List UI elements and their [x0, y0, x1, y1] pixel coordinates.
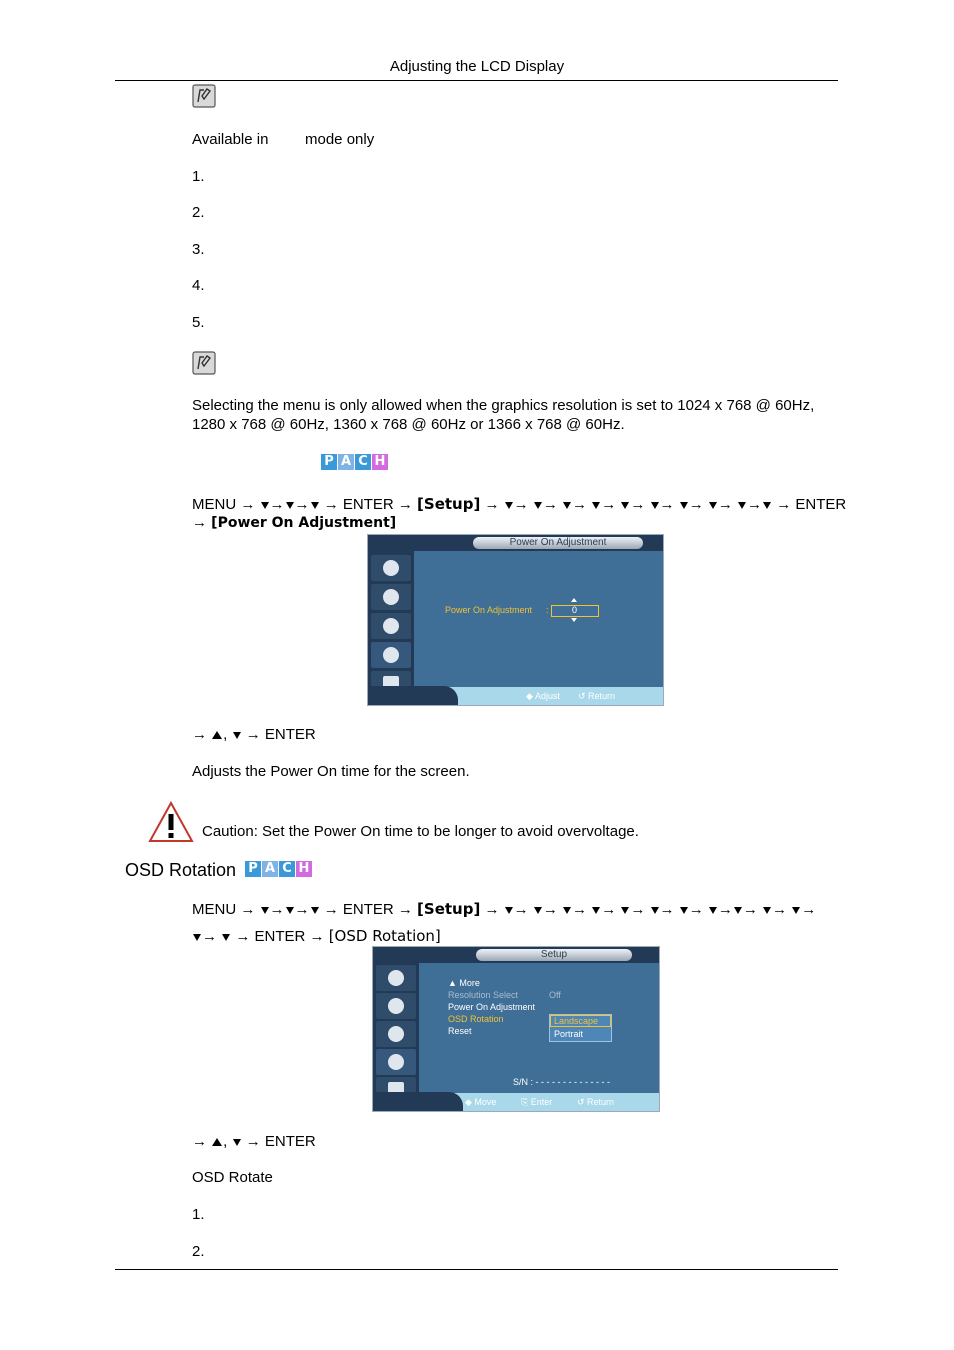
osd-item-reset: Reset [448, 1026, 472, 1036]
list-item: 5. [192, 314, 205, 331]
osd-tile-sound [371, 584, 411, 610]
osd-colon: : [546, 605, 549, 615]
down-arrow-icon [563, 502, 571, 509]
osd-sidebar [373, 963, 419, 1099]
badge-letter: H [372, 454, 388, 470]
down-arrow-icon [763, 502, 771, 509]
badge-letter: P [245, 861, 261, 877]
input-icon [388, 1026, 404, 1042]
picture-icon [388, 970, 404, 986]
down-arrow-icon [286, 907, 294, 914]
osd-hint-return: ↺ Return [577, 1097, 615, 1107]
list-item: 2. [192, 204, 205, 221]
note-icon [192, 84, 216, 108]
down-arrow-icon [261, 907, 269, 914]
power-on-bracket: [Power On Adjustment] [211, 515, 397, 531]
down-arrow-icon [792, 907, 800, 914]
osd-hint-adjust: ◆ Adjust [526, 691, 560, 701]
osd-title: Setup [476, 949, 632, 961]
osd-footer [368, 687, 663, 705]
osd-hint-enter: ⎘ Enter [521, 1097, 553, 1107]
pach-badge [245, 861, 313, 877]
more-label: More [459, 978, 480, 988]
resolution-note-line1: Selecting the menu is only allowed when the graphics resolution is set to 1024 x 768 @ 60Hz, [192, 397, 815, 414]
down-arrow-icon [680, 502, 688, 509]
input-icon [383, 618, 399, 634]
picture-icon [383, 560, 399, 576]
available-text-b: mode only [305, 131, 375, 148]
select-prefix: → [192, 726, 207, 743]
osd-rotation-select-instruction [192, 1133, 316, 1151]
osd-tile-input [371, 613, 411, 639]
resolution-note-line2: 1280 x 768 @ 60Hz, 1360 x 768 @ 60Hz or 1366 x 768 @ 60Hz. [192, 416, 625, 433]
osd-footer-curve [373, 1092, 463, 1111]
power-on-description: Adjusts the Power On time for the screen. [192, 763, 470, 780]
power-on-nav-path-2 [192, 514, 396, 532]
down-arrow-icon [233, 732, 241, 739]
up-arrow-icon [212, 1138, 222, 1146]
power-on-nav-path: MENU → → → → ENTER → [Setup] → → → → → → → → → → → ENTER [192, 495, 847, 513]
osd-footer-curve [368, 686, 458, 705]
osd-tile-sound [376, 993, 416, 1019]
badge-letter: A [262, 861, 278, 877]
osd-item-power-on: Power On Adjustment [448, 1002, 536, 1012]
down-arrow-icon [651, 502, 659, 509]
nav-enter: → ENTER → [323, 496, 413, 513]
osd-serial-number: S/N : - - - - - - - - - - - - - - [513, 1077, 610, 1087]
down-arrow-icon [680, 907, 688, 914]
osd-tile-picture [371, 555, 411, 581]
osd-value: 0 [572, 605, 578, 615]
osd-tile-setup [371, 642, 411, 668]
down-arrow-icon [563, 907, 571, 914]
down-arrow-icon [621, 907, 629, 914]
nav-menu: MENU → [192, 496, 256, 513]
osd-resolution-value: Off [549, 990, 561, 1000]
select-sep: , [223, 1133, 228, 1150]
down-arrow-icon [534, 502, 542, 509]
osd-item-osd-rotation: OSD Rotation [448, 1014, 504, 1024]
osd-rotation-heading [125, 859, 236, 881]
down-arrow-icon [222, 934, 230, 941]
pach-badge [321, 454, 389, 470]
section-heading: OSD Rotation [125, 860, 237, 880]
nav-enter: → ENTER → [323, 901, 413, 918]
hint-enter-label: Enter [530, 1097, 553, 1107]
osd-item-resolution: Resolution Select [448, 990, 519, 1000]
down-arrow-icon [621, 502, 629, 509]
down-arrow-icon [311, 502, 319, 509]
down-arrow-icon [534, 907, 542, 914]
osd-footer [373, 1093, 659, 1111]
osd-title: Power On Adjustment [473, 537, 643, 549]
select-sep: , [223, 726, 228, 743]
osd-more-item: ▲ More [448, 978, 480, 988]
down-arrow-icon [505, 907, 513, 914]
osd-power-on-label: Power On Adjustment [445, 605, 533, 615]
setup-bracket: [Setup] [417, 495, 481, 513]
osd-rotation-dropdown [549, 1014, 612, 1042]
osd-option-landscape: Landscape [554, 1016, 599, 1026]
hint-return-label: Return [588, 691, 616, 701]
down-arrow-icon [709, 907, 717, 914]
select-prefix: → [192, 1133, 207, 1150]
setup-osd-screen [372, 946, 660, 1112]
osd-tile-setup [376, 1049, 416, 1075]
down-arrow-icon [709, 502, 717, 509]
caution-icon [147, 800, 195, 844]
nav-enter-final: → ENTER [776, 496, 847, 513]
gear-icon [383, 647, 399, 663]
osd-sidebar [368, 551, 414, 693]
down-arrow-icon [592, 907, 600, 914]
osd-tile-input [376, 1021, 416, 1047]
down-arrow-icon [738, 502, 746, 509]
caution-text: Caution: Set the Power On time to be longer to avoid overvoltage. [202, 823, 639, 840]
select-suffix: → ENTER [245, 726, 316, 743]
osd-hint-return: ↺ Return [578, 691, 616, 701]
nav-arrow: → [192, 514, 207, 531]
osd-hint-move: ◆ Move [465, 1097, 497, 1107]
badge-letter: H [296, 861, 312, 877]
select-suffix: → ENTER [245, 1133, 316, 1150]
osd-rotate-label: OSD Rotate [192, 1169, 273, 1186]
down-arrow-icon [651, 907, 659, 914]
osd-rotation-bracket: [OSD Rotation] [328, 927, 441, 945]
badge-letter: P [321, 454, 337, 470]
setup-bracket: [Setup] [417, 900, 481, 918]
footer-rule [115, 1269, 838, 1270]
osd-rotation-nav-path: MENU → → → → ENTER → [Setup] → → → → → → → → → → → → [192, 900, 817, 918]
available-text-a: Available in [192, 131, 269, 148]
hint-adjust-label: Adjust [534, 691, 560, 701]
nav-menu: MENU → [192, 901, 256, 918]
down-arrow-icon [233, 1139, 241, 1146]
osd-tile-picture [376, 965, 416, 991]
osd-down-arrow-icon [571, 618, 577, 622]
down-arrow-icon [311, 907, 319, 914]
osd-rotation-nav-path-2: → → ENTER → [OSD Rotation] [192, 927, 441, 946]
down-arrow-icon [261, 502, 269, 509]
badge-letter: C [279, 861, 295, 877]
list-item: 3. [192, 241, 205, 258]
power-on-select-instruction [192, 726, 316, 744]
osd-option-portrait: Portrait [554, 1029, 584, 1039]
list-item: 1. [192, 168, 205, 185]
down-arrow-icon [592, 502, 600, 509]
down-arrow-icon [763, 907, 771, 914]
down-arrow-icon [286, 502, 294, 509]
sound-icon [383, 589, 399, 605]
sound-icon [388, 998, 404, 1014]
list-item: 4. [192, 277, 205, 294]
gear-icon [388, 1054, 404, 1070]
osd-up-arrow-icon [571, 598, 577, 602]
hint-return-label: Return [587, 1097, 615, 1107]
osd-value-box [551, 605, 599, 617]
badge-letter: A [338, 454, 354, 470]
list-item: 2. [192, 1243, 205, 1260]
down-arrow-icon [734, 907, 742, 914]
list-item: 1. [192, 1206, 205, 1223]
down-arrow-icon [193, 934, 201, 941]
header-rule [115, 80, 838, 81]
badge-letter: C [355, 454, 371, 470]
hint-move-label: Move [474, 1097, 497, 1107]
down-arrow-icon [505, 502, 513, 509]
note-icon [192, 351, 216, 375]
power-on-osd-screen [367, 534, 664, 706]
up-arrow-icon [212, 731, 222, 739]
page-header-title: Adjusting the LCD Display [389, 58, 565, 75]
nav-enter-final: → ENTER → [235, 928, 325, 945]
